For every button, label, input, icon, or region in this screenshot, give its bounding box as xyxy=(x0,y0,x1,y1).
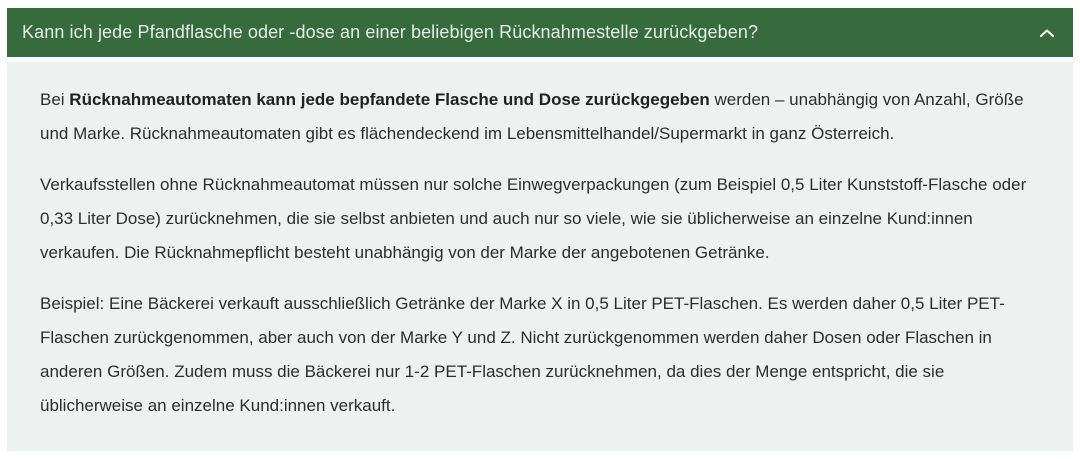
answer-paragraph-2: Verkaufsstellen ohne Rücknahmeautomat müssen nur solche Einwegverpackungen (zum Beispiel 0,5 Liter Kunststoff-Flasche oder 0,33 Liter Dose) zurücknehmen, die sie selbst anbieten und auch nur so viele, wie sie üblicherweise an einzelne Kund:innen verkaufen. Die Rücknahmepflicht besteht unabhängig von der Marke der angebotenen Getränke. xyxy=(40,175,1027,262)
answer-p1-suffix: werden – unabhängig von Anzahl, Größe und Marke. Rücknahmeautomaten gibt es flächendeckend im Lebensmittelhandel/Supermarkt in ganz Österreich. xyxy=(40,90,1024,143)
accordion-answer-panel xyxy=(7,62,1073,451)
answer-paragraph-1 xyxy=(40,83,1039,151)
accordion-question-text: Kann ich jede Pfandflasche oder -dose an einer beliebigen Rücknahmestelle zurückgeben? xyxy=(22,22,759,42)
accordion-header-button[interactable] xyxy=(7,8,1073,57)
chevron-up-icon xyxy=(1038,24,1056,42)
answer-paragraph-3: Beispiel: Eine Bäckerei verkauft ausschließlich Getränke der Marke X in 0,5 Liter PET-Flaschen. Es werden daher 0,5 Liter PET-Flaschen zurückgenommen, aber auch von der Marke Y und Z. Nicht zurückgenommen werden daher Dosen oder Flaschen in anderen Größen. Zudem muss die Bäckerei nur 1-2 PET-Flaschen zurücknehmen, da dies der Menge entspricht, die sie üblicherweise an einzelne Kund:innen verkauft. xyxy=(40,294,1005,415)
answer-p1-bold-text: Rücknahmeautomaten kann jede bepfandete Flasche und Dose zurückgegeben xyxy=(69,90,710,109)
faq-accordion-item xyxy=(7,8,1073,451)
answer-p1-prefix: Bei xyxy=(40,90,70,109)
